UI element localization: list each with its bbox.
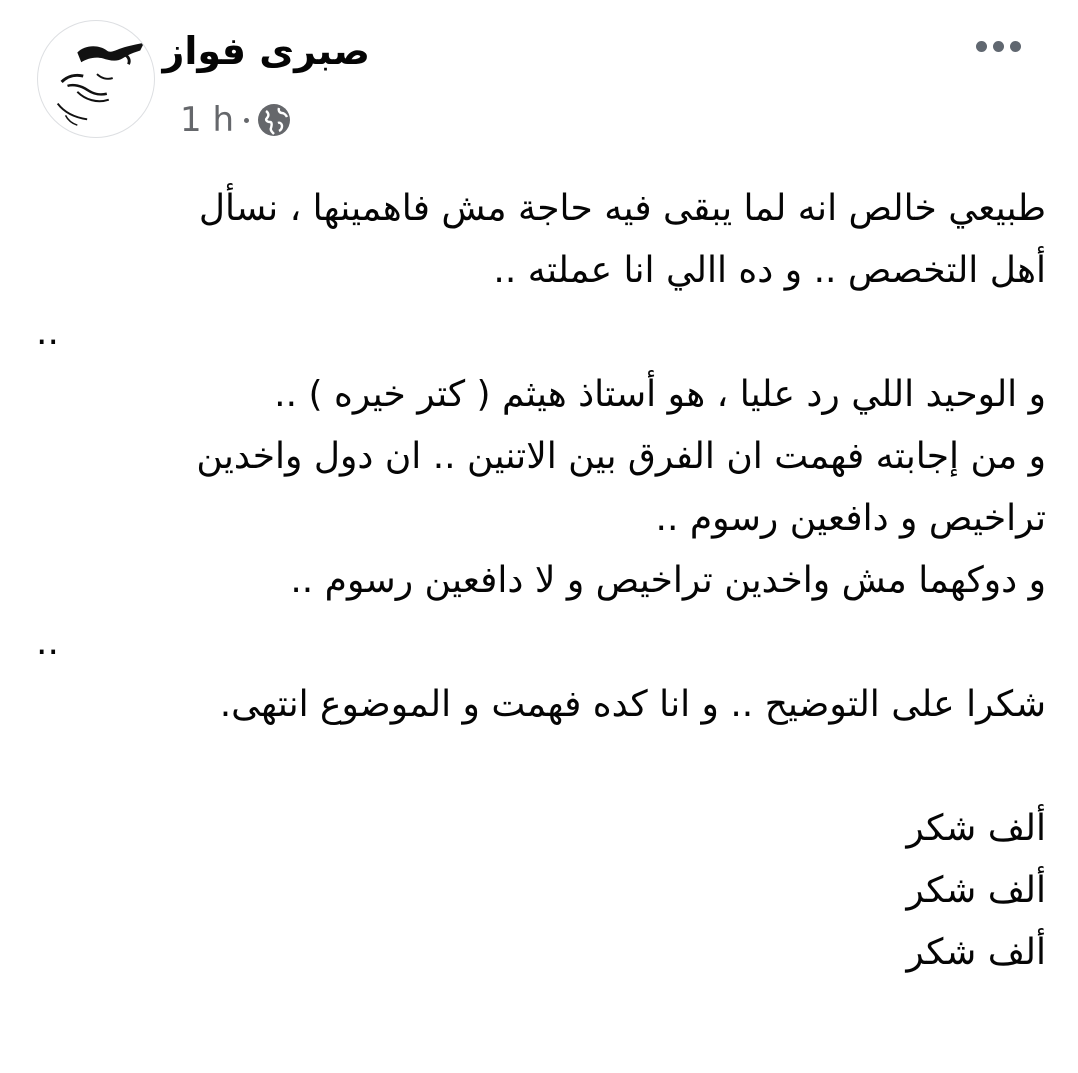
more-dot [993,41,1004,52]
avatar[interactable] [37,20,155,138]
post-line: و دوكهما مش واخدين تراخيص و لا دافعين رسوم .. [290,560,1046,601]
post-text [34,178,1046,984]
more-dot [976,41,987,52]
post-line: تراخيص و دافعين رسوم .. [655,498,1046,539]
author-name[interactable]: صبرى فواز [162,29,370,73]
post-line: شكرا على التوضيح .. و انا كده فهمت و الموضوع انتهى. [219,684,1046,725]
avatar-sketch-image [38,21,154,137]
more-options-icon[interactable] [966,26,1030,66]
post-line: .. [36,622,59,663]
post-line: ألف شكر [906,870,1046,911]
post-line: ألف شكر [906,932,1046,973]
post-line: .. [36,312,59,353]
paragraph-gap [34,736,1046,798]
post-line: و الوحيد اللي رد عليا ، هو أستاذ هيثم ( كتر خيره ) .. [274,374,1046,415]
more-dot [1010,41,1021,52]
post-timestamp[interactable]: 1 h [180,100,234,140]
post-line: و من إجابته فهمت ان الفرق بين الاتنين .. ان دول واخدين [196,436,1046,477]
separator-dot [244,118,249,123]
post-line: أهل التخصص .. و ده االي انا عملته .. [493,250,1046,291]
post-line: ألف شكر [906,808,1046,849]
post-line: طبيعي خالص انه لما يبقى فيه حاجة مش فاهمينها ، نسأل [198,188,1046,229]
post-meta [180,98,291,142]
globe-icon[interactable] [257,103,291,137]
post-header [0,0,1078,150]
